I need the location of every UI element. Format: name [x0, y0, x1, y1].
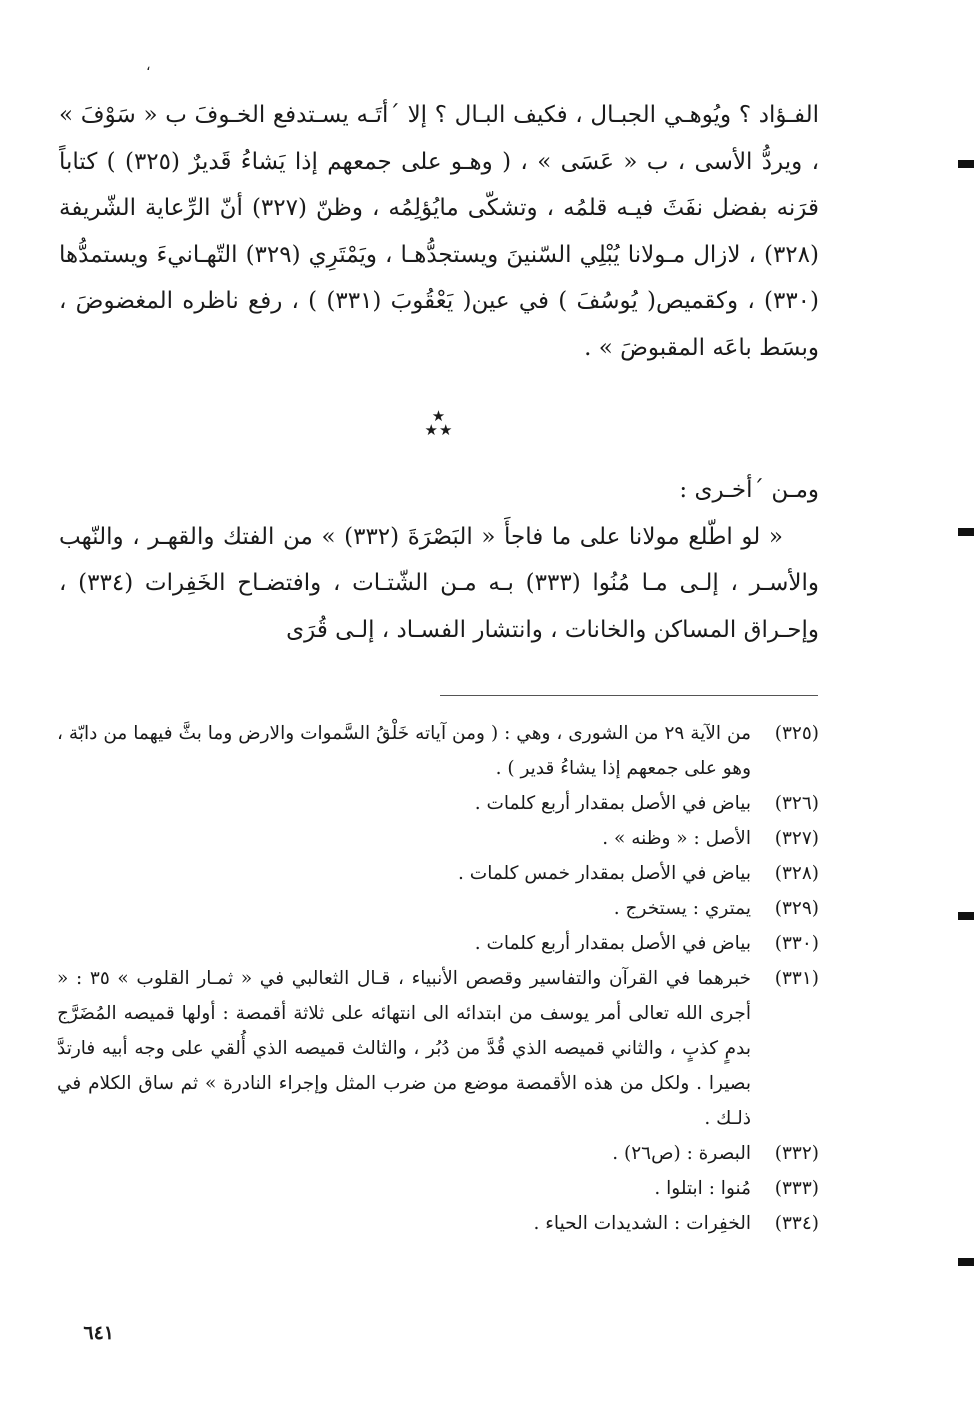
main-paragraph: الفـؤاد ؟ ويُوهـي الجبـال ، فكيف البـال ؟ إلا ´أتَـه يسـتدفع الخـوفَ ب « سَوْفَ » ، ويردُّ الأسى ، ب « عَسَى » ، ( وهـو على جمعهم إذا يَشاءُ قَديرٌ (٣٢٥) ) كتاباً قرَنه بفضل نفَثَ فيـه قلمُه ، وتشكّى مايُؤلِمُه ، وظنّ (٣٢٧) أنّ الرِّعاية الشّريفة (٣٢٨) ، لازال مـولانا يُبْلِي السّنينَ ويستجدُّهـا ، ويَمْتَرِي (٣٢٩) التّهـانيءَ ويستمدُّها (٣٣٠) ، وكقميص( يُوسُفَ ) في عين( يَعْقُوبَ (٣٣١) ) ، رفع ناظره المغضوضَ ، وبسَط باعَه المقبوضَ » . [59, 102, 820, 361]
quote-paragraph: « لو اطّلع مولانا على ما فاجأَ « البَصْرَةَ (٣٣٢) » من الفتك والقهـر ، والنّهب والأسـر ، إلـى مـا مُنُوا (٣٣٣) بـه مـن الشّتـات ، وافتضـاح الخَفِرات (٣٣٤) ، وإحـراق المساكن والخانات ، وانتشار الفسـاد ، إلـى قُرَى [59, 523, 819, 643]
footnote-item [57, 856, 819, 891]
page-number: ٦٤١ [83, 1322, 114, 1344]
footnote-item [57, 716, 819, 786]
footnote-item [57, 926, 819, 961]
footnote-text: من الآية ٢٩ من الشورى ، وهي : ( ومن آياته خَلْقُ السَّموات والارض وما بثَّ فيهما من دابّة ، وهو على جمعهم إذا يشاءُ قدير ) . [57, 723, 752, 779]
footnote-number: (٣٢٨) [774, 863, 819, 884]
footnote-number: (٣٣٢) [774, 1143, 819, 1164]
margin-tab-mark [958, 160, 974, 168]
footnote-number: (٣٣٣) [774, 1178, 819, 1199]
margin-tab-mark [958, 1258, 974, 1266]
footnote-item [57, 786, 819, 821]
section-heading: ومـن ´أخـرى : [679, 477, 819, 503]
footnote-item [57, 821, 819, 856]
footnote-item [57, 891, 819, 926]
footnote-number: (٣٣٤) [774, 1213, 819, 1234]
footnote-text: الخفِرات : الشديدات الحياء . [533, 1213, 751, 1234]
footnote-number: (٣٢٦) [774, 793, 819, 814]
footnote-text: مُنوا : ابتلوا . [654, 1178, 751, 1199]
footnote-text: بياض في الأصل بمقدار أربع كلمات . [474, 793, 751, 814]
footnote-number: (٣٣٠) [774, 933, 819, 954]
main-text-block [59, 92, 819, 653]
footnote-divider [440, 695, 818, 696]
star-top: ★ [431, 407, 447, 425]
footnote-text: يمتري : يستخرج . [613, 898, 751, 919]
footnote-text: بياض في الأصل بمقدار خمس كلمات . [458, 863, 751, 884]
footnote-text: بياض في الأصل بمقدار أربع كلمات . [474, 933, 751, 954]
section-separator-stars [59, 409, 819, 437]
footnote-text: خبرهما في القرآن والتفاسير وقصص الأنبياء ، قـال الثعالبي في « ثمـار القلوب » ٣٥ : « أجرى الله تعالى أمر يوسف من ابتدائه الى انتهائه على ثلاثة أقمصة : أولها قميصه المُضَرَّج بدمٍ كذبٍ ، والثاني قميصه الذي قُدَّ من دُبُر ، والثالث قميصه الذي أُلقي على وجه أبيه فارتدَّ بصيرا . ولكل من هذه الأقمصة موضع من ضرب المثل وإجراء النادرة » ثم ساق الكلام في ذلـك . [57, 968, 751, 1129]
top-mark: ، [146, 58, 151, 74]
footnote-number: (٣٢٩) [774, 898, 819, 919]
footnote-number: (٣٢٧) [774, 828, 819, 849]
margin-tab-mark [958, 528, 974, 536]
footnote-number: (٣٢٥) [774, 723, 819, 744]
footnote-text: الأصل : « وظنه » . [602, 828, 751, 849]
footnote-number: (٣٣١) [774, 968, 819, 989]
margin-tab-mark [958, 912, 974, 920]
star-bottom: ★★ [424, 421, 454, 439]
footnotes-list [57, 716, 819, 1241]
footnote-text: البصرة : (ص٢٦) . [612, 1143, 751, 1164]
footnote-item [57, 961, 819, 1136]
footnote-item [57, 1206, 819, 1241]
footnote-item [57, 1171, 819, 1206]
footnote-item [57, 1136, 819, 1171]
